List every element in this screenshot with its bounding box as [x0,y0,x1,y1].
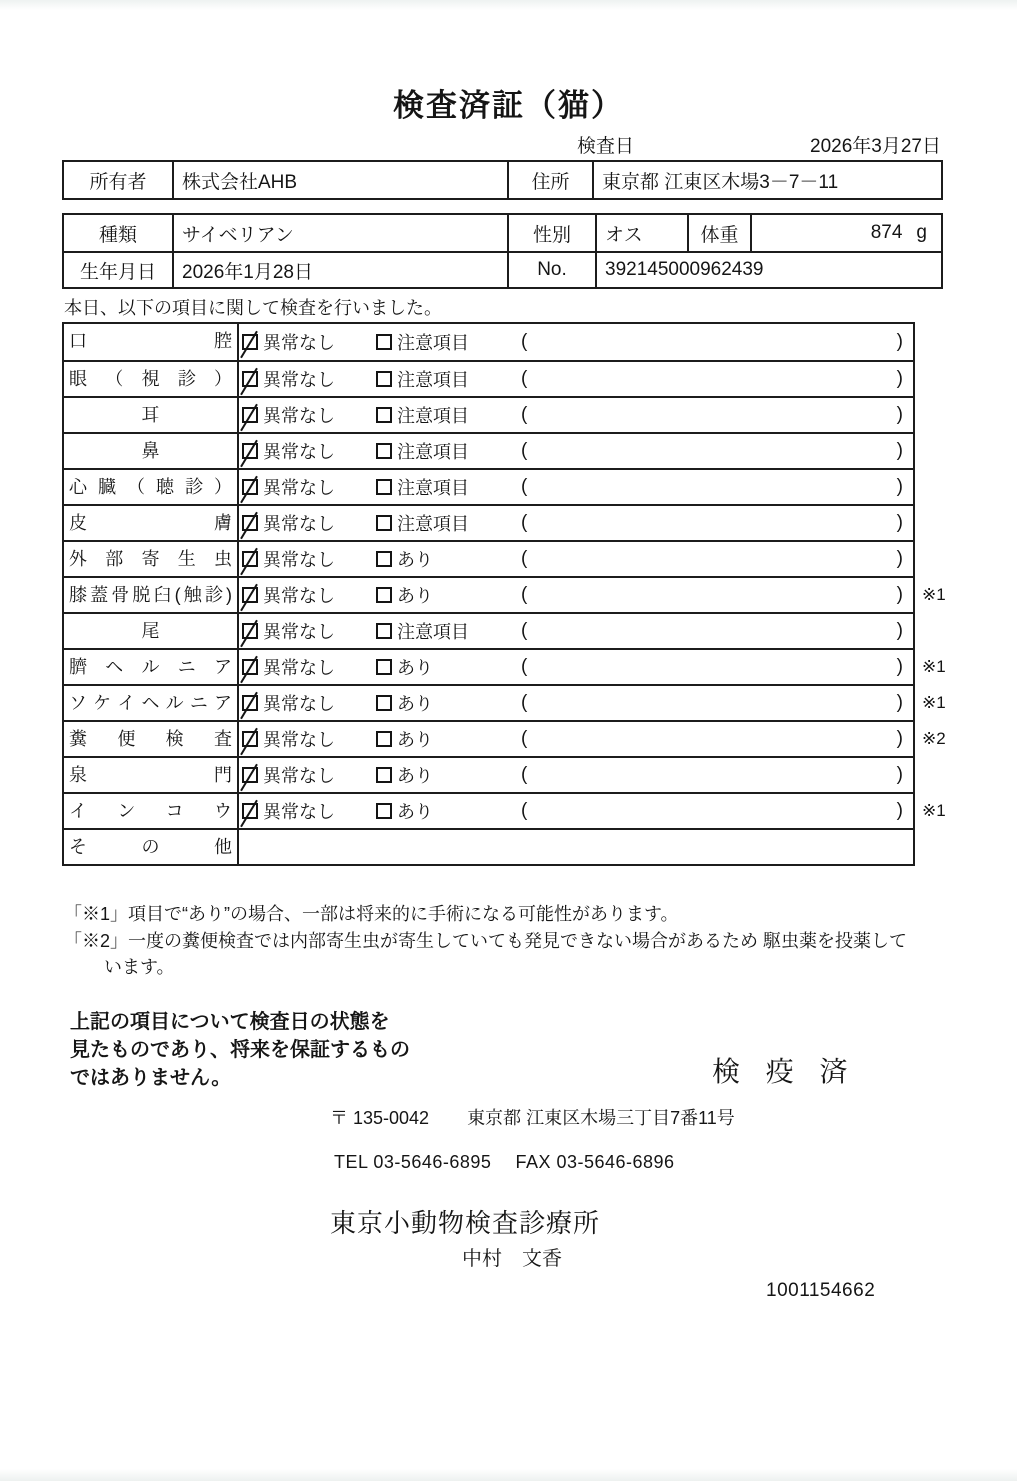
checkbox-unchecked-icon [376,767,392,783]
paren-open: ( [521,656,528,677]
paren-close: ) [896,368,903,389]
exam-item-label: 外 部 寄 生 虫 [64,542,239,576]
row-note: ※1 [922,585,946,604]
exam-row-fecal-exam [64,720,946,756]
exam-item-label: 臍 ヘ ル ニ ア [64,650,239,684]
checkbox-checked-icon [242,443,258,459]
checkbox-checked-icon [242,695,258,711]
ok-label: 異常なし [263,478,335,498]
checkbox-checked-icon [242,479,258,495]
opt2-label: 注意項目 [397,370,469,390]
paren-close: ) [896,476,903,497]
weight-unit: g [916,222,927,243]
paren-close: ) [896,548,903,569]
no-label: No. [507,251,595,287]
ok-label: 異常なし [263,550,335,570]
ok-label: 異常なし [263,694,335,714]
ok-label: 異常なし [263,658,335,678]
paren-close: ) [896,440,903,461]
opt2-label: あり [397,550,433,570]
paren-close: ) [896,331,903,352]
veterinarian-name: 中村 文香 [462,1248,562,1270]
owner-value: 株式会社AHB [172,162,507,198]
checkbox-unchecked-icon [376,623,392,639]
paren-open: ( [521,692,528,713]
paren-close: ) [896,620,903,641]
ok-label: 異常なし [263,333,335,353]
exam-row-inkou [64,792,946,828]
paren-open: ( [521,404,528,425]
paren-close: ) [896,692,903,713]
checkbox-unchecked-icon [376,443,392,459]
address-value: 東京都 江東区木場3－7－11 [592,162,941,198]
checkbox-checked-icon [242,407,258,423]
exam-item-label: そ の 他 [64,830,239,864]
exam-row-umbilical-hernia [64,648,946,684]
document-number: 1001154662 [766,1280,876,1301]
checkbox-checked-icon [242,587,258,603]
exam-item-label: 泉 門 [64,758,239,792]
paren-close: ) [896,764,903,785]
checkbox-unchecked-icon [376,551,392,567]
exam-item-label: 心 臓 （ 聴 診 ） [64,470,239,504]
checkbox-checked-icon [242,731,258,747]
checkbox-unchecked-icon [376,479,392,495]
exam-row-other-content [239,830,913,864]
footnote-2: 「※2」一度の糞便検査では内部寄生虫が寄生していても発見できない場合があるため 駆虫薬を投薬しています。 [64,931,908,977]
paren-open: ( [521,728,528,749]
exam-item-label: 尾 [64,614,239,648]
checkbox-unchecked-icon [376,731,392,747]
checkbox-checked-icon [242,623,258,639]
opt2-label: 注意項目 [397,622,469,642]
paren-open: ( [521,331,528,352]
no-value: 392145000962439 [595,251,941,287]
row-note: ※1 [922,801,946,820]
checkbox-unchecked-icon [376,515,392,531]
ok-label: 異常なし [263,766,335,786]
paren-open: ( [521,548,528,569]
ok-label: 異常なし [263,622,335,642]
exam-row-external-parasites [64,540,913,576]
checkbox-checked-icon [242,659,258,675]
clinic-address: 東京都 江東区木場三丁目7番11号 [467,1108,735,1128]
paren-close: ) [896,728,903,749]
paren-close: ) [896,800,903,821]
checkbox-unchecked-icon [376,371,392,387]
opt2-label: 注意項目 [397,333,469,353]
weight-label: 体重 [687,215,750,251]
paren-open: ( [521,620,528,641]
exam-item-label: 鼻 [64,434,239,468]
address-label: 住所 [507,162,592,198]
paren-open: ( [521,512,528,533]
breed-label: 種類 [98,224,137,246]
opt2-label: 注意項目 [397,478,469,498]
sex-label: 性別 [507,215,595,251]
row-note: ※1 [922,693,946,712]
paren-open: ( [521,584,528,605]
paren-open: ( [521,476,528,497]
ok-label: 異常なし [263,370,335,390]
exam-item-label: ソ ケ イ ヘ ル ニ ア [64,686,239,720]
exam-row-oral [64,324,913,360]
opt2-label: 注意項目 [397,406,469,426]
owner-label: 所有者 [89,171,147,193]
weight-cell [750,215,941,251]
checkbox-checked-icon [242,803,258,819]
birth-label: 生年月日 [64,251,172,287]
exam-row-inguinal-hernia [64,684,946,720]
ok-label: 異常なし [263,514,335,534]
page-title: 検査済証（猫） [393,88,624,123]
opt2-label: あり [397,766,433,786]
exam-row-eyes [64,360,913,396]
opt2-label: 注意項目 [397,442,469,462]
paren-close: ) [896,404,903,425]
sex-value: オス [595,215,687,251]
exam-row-nose [64,432,913,468]
opt2-label: あり [397,658,433,678]
exam-item-label: 糞 便 検 査 [64,722,239,756]
paren-close: ) [896,512,903,533]
checkbox-unchecked-icon [376,587,392,603]
clinic-name: 東京小動物検査診療所 [330,1208,601,1238]
ok-label: 異常なし [263,730,335,750]
checkbox-checked-icon [242,334,258,350]
opt2-label: あり [397,694,433,714]
checkbox-unchecked-icon [376,334,392,350]
disclaimer-text: 上記の項目について検査日の状態を 見たものであり、将来を保証するもの ではありません。 [70,1011,410,1089]
exam-row-patella [64,576,946,612]
checkbox-checked-icon [242,515,258,531]
row-note: ※1 [922,657,946,676]
weight-value: 874 [870,222,903,243]
paren-open: ( [521,800,528,821]
footnote-1: 「※1」項目で“あり”の場合、一部は将来的に手術になる可能性があります。 [64,904,679,924]
checkbox-checked-icon [242,767,258,783]
birth-value: 2026年1月28日 [172,251,507,287]
paren-close: ) [896,656,903,677]
checkbox-unchecked-icon [376,659,392,675]
exam-row-tail [64,612,913,648]
postal-code: 〒 135-0042 [330,1108,430,1128]
row-note: ※2 [922,729,946,748]
breed-value: サイベリアン [172,215,507,251]
opt2-label: あり [397,586,433,606]
paren-close: ) [896,584,903,605]
exam-table [62,322,946,866]
clinic-postal-line [330,1104,735,1130]
paren-open: ( [521,764,528,785]
quarantine-stamp: 検 疫 済 [712,1056,857,1087]
ok-label: 異常なし [263,586,335,606]
exam-row-fontanelle [64,756,913,792]
ok-label: 異常なし [263,406,335,426]
checkbox-unchecked-icon [376,407,392,423]
paren-open: ( [521,440,528,461]
opt2-label: あり [397,802,433,822]
tel-number: TEL 03-5646-6895 [334,1152,492,1172]
exam-item-label: 皮 膚 [64,506,239,540]
opt2-label: 注意項目 [397,514,469,534]
intro-text: 本日、以下の項目に関して検査を行いました。 [64,298,442,318]
checkbox-unchecked-icon [376,803,392,819]
animal-table [62,213,943,289]
inspection-date-label: 検査日 [577,136,635,157]
ok-label: 異常なし [263,802,335,822]
exam-item-label: 口 腔 [64,324,239,360]
checkbox-unchecked-icon [376,695,392,711]
exam-item-label: 耳 [64,398,239,432]
checkbox-checked-icon [242,371,258,387]
inspection-date-value: 2026年3月27日 [810,136,941,157]
exam-row-other [64,828,913,864]
exam-row-skin [64,504,913,540]
exam-item-label: 膝蓋骨脱臼(触診) [64,578,239,612]
ok-label: 異常なし [263,442,335,462]
exam-item-label: 眼 （ 視 診 ） [64,362,239,396]
opt2-label: あり [397,730,433,750]
exam-item-label: イ ン コ ウ [64,794,239,828]
inspection-date-row [505,131,941,158]
fax-number: FAX 03-5646-6896 [515,1152,675,1172]
clinic-tel-line [334,1152,675,1173]
exam-row-heart [64,468,913,504]
paren-open: ( [521,368,528,389]
checkbox-checked-icon [242,551,258,567]
exam-row-ears [64,396,913,432]
owner-table [62,160,943,200]
